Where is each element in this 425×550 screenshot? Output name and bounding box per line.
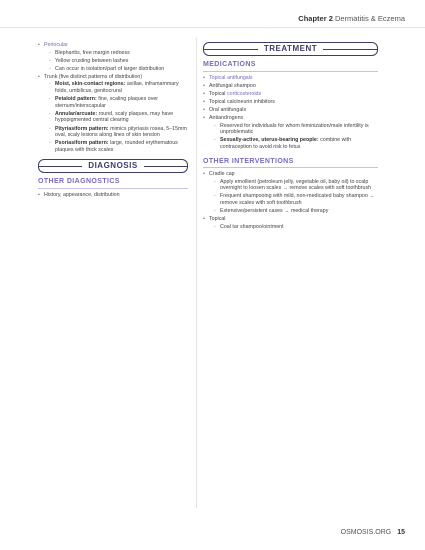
term: Petaloid pattern:	[55, 96, 97, 103]
antiandrogens-label: Antiandrogens	[209, 115, 244, 122]
list-item	[214, 137, 378, 150]
list-item: • Oral antifungals	[203, 107, 378, 114]
list-item	[49, 81, 188, 94]
list-item-periocular	[38, 42, 188, 72]
column-divider	[196, 38, 197, 508]
chapter-label: Chapter 2	[298, 14, 333, 23]
term: Psoriasiform pattern:	[55, 140, 109, 147]
list-item	[203, 75, 378, 82]
list-item-trunk	[38, 74, 188, 154]
list-item: ◦ Frequent shampooing with mild, non-medicated baby shampoo → remove scales with soft toothbrush	[214, 193, 378, 206]
term: Pityriasiform pattern:	[55, 125, 109, 132]
other-interventions-heading: OTHER INTERVENTIONS	[203, 159, 378, 169]
page-footer	[341, 529, 405, 536]
list-item: • History, appearance, distribution	[38, 192, 188, 199]
term: Sexually-active, uterus-bearing people:	[220, 137, 319, 144]
desc: mimics pityriasis rosea, 5–15mm oval, scaly lesions along lines of skin tension	[55, 125, 187, 139]
periocular-link[interactable]: Periocular	[44, 42, 68, 48]
term: Moist, skin-contact regions:	[55, 81, 126, 88]
site-name[interactable]: OSMOSIS.ORG	[340, 529, 392, 536]
list-item: • Topical calcineurin inhibitors	[203, 99, 378, 106]
list-item: ◦ Extensive/persistent cases → medical therapy	[214, 208, 378, 215]
trunk-label: Trunk (five distinct patterns of distribution)	[44, 73, 143, 80]
list-item-antiandrogens	[203, 115, 378, 150]
list-item: ◦ Can occur in isolation/part of larger distribution	[49, 66, 188, 73]
topical-label: Topical	[209, 216, 226, 223]
list-item: ◦ Apply emollient (petroleum jelly, vegetable oil, baby oil) to scalp overnight to loosen scales → remove scales with soft toothbrush	[214, 179, 378, 192]
desc: round, scaly plaques, may have hypopigmented central clearing	[55, 110, 174, 124]
page-header	[298, 14, 405, 23]
left-column	[38, 42, 188, 200]
right-column	[203, 42, 378, 232]
desc: combine with contraception to avoid risk to fetus	[220, 137, 352, 150]
list-item	[203, 91, 378, 98]
other-diagnostics-heading: OTHER DIAGNOSTICS	[38, 179, 188, 189]
corticosteroids-link[interactable]: corticosteroids	[226, 90, 262, 97]
cradle-cap-label: Cradle cap	[209, 171, 235, 178]
list-item	[49, 126, 188, 139]
list-item: ◦ Blepharitis, free margin redness	[49, 50, 188, 57]
medications-heading: MEDICATIONS	[203, 62, 378, 72]
list-item-cradle-cap	[203, 171, 378, 215]
treatment-title: TREATMENT	[258, 44, 323, 53]
text: Topical	[209, 90, 227, 97]
desc: fine, scaling plaques over sternum/interscapular	[55, 96, 159, 109]
list-item-topical	[203, 216, 378, 230]
header-rule	[0, 27, 425, 28]
topical-antifungals-link[interactable]: Topical antifungals	[209, 74, 253, 81]
diagnosis-title: DIAGNOSIS	[82, 161, 143, 170]
list-item	[49, 96, 188, 109]
list-item: ◦ Yellow crusting between lashes	[49, 58, 188, 65]
treatment-banner	[203, 42, 378, 56]
desc: large, rounded erythematous plaques with thick scales	[55, 140, 178, 153]
list-item	[49, 111, 188, 124]
list-item: ◦ Coal tar shampoo/ointment	[214, 224, 378, 231]
chapter-title: Dermatitis & Eczema	[334, 14, 405, 23]
list-item: ◦ Reserved for individuals for whom feminization/male infertility is unproblematic	[214, 123, 378, 136]
page-number: 15	[397, 529, 405, 536]
diagnosis-banner	[38, 159, 188, 173]
term: Annular/arcuate:	[55, 110, 98, 117]
list-item: • Antifungal shampoo	[203, 83, 378, 90]
list-item	[49, 140, 188, 153]
desc: axillae, inframammary folds, umbilicus, genitocrural	[55, 81, 179, 95]
